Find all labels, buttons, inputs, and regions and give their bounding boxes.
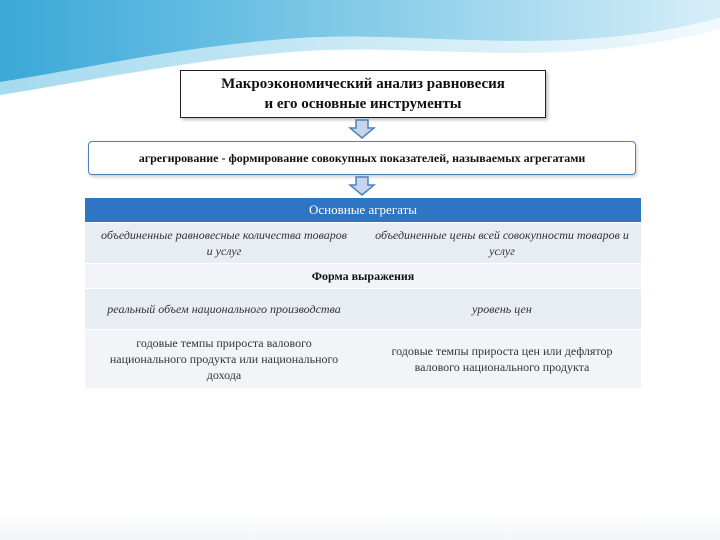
aggregation-definition-box — [88, 141, 636, 175]
form-subheader: Форма выражения — [311, 269, 415, 283]
price-growth-cell: годовые темпы прироста цен или дефлятор валового национального продукта — [391, 344, 613, 374]
table-row — [85, 223, 641, 264]
form-price-level-cell: уровень цен — [472, 302, 532, 316]
table-row — [85, 330, 641, 389]
title-line-2: и его основные инструменты — [264, 96, 462, 112]
aggregate-quantity-cell: объединенные равновесные количества товаров и услуг — [101, 228, 347, 258]
table-row — [85, 264, 641, 289]
table-header-label: Основные агрегаты — [308, 202, 418, 217]
aggregation-text: агрегирование - формирование совокупных показателей, называемых агрегатами — [138, 150, 586, 165]
arrow-down-icon — [348, 176, 376, 196]
table-row — [85, 289, 641, 330]
title-line-1: Макроэкономический анализ равновесия — [221, 76, 505, 92]
aggregate-price-cell: объединенные цены всей совокупности товаров и услуг — [375, 228, 629, 258]
arrow-down-icon — [348, 119, 376, 139]
bottom-shade — [0, 510, 720, 540]
title-box — [180, 70, 546, 118]
gnp-growth-cell: годовые темпы прироста валового национального продукта или национального дохода — [109, 336, 339, 382]
aggregates-table — [85, 198, 641, 389]
form-output-cell: реальный объем национального производства — [107, 302, 341, 316]
table-header — [85, 198, 641, 223]
